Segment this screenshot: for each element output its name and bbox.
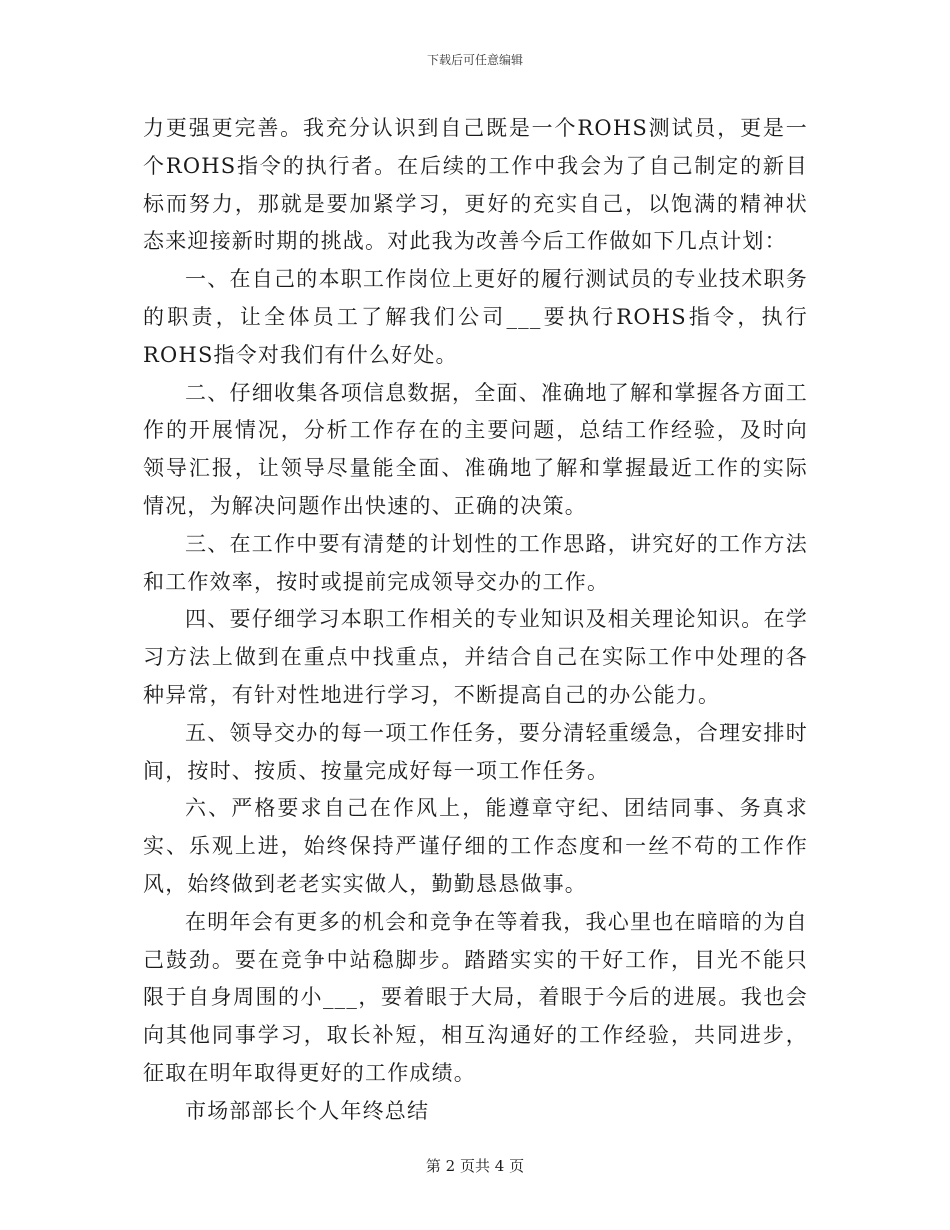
paragraph-plan-2: 二、仔细收集各项信息数据，全面、准确地了解和掌握各方面工作的开展情况，分析工作存在的主要问题，总结工作经验，及时向领导汇报，让领导尽量能全面、准确地了解和掌握最近工作的实际情况，为解决问题作出快速的、正确的决策。: [143, 380, 808, 518]
paragraph-outlook: 在明年会有更多的机会和竞争在等着我，我心里也在暗暗的为自己鼓劲。要在竞争中站稳脚步。踏踏实实的干好工作，目光不能只限于自身周围的小___，要着眼于大局，着眼于今后的进展。我也会向其他同事学习，取长补短，相互沟通好的工作经验，共同进步，征取在明年取得更好的工作成绩。: [143, 909, 808, 1085]
paragraph-plan-6: 六、严格要求自己在作风上，能遵章守纪、团结同事、务真求实、乐观上进，始终保持严谨仔细的工作态度和一丝不苟的工作作风，始终做到老老实实做人，勤勤恳恳做事。: [143, 796, 808, 896]
paragraph-continuation: 力更强更完善。我充分认识到自己既是一个ROHS测试员，更是一个ROHS指令的执行者。在后续的工作中我会为了自己制定的新目标而努力，那就是要加紧学习，更好的充实自己，以饱满的精神状态来迎接新时期的挑战。对此我为改善今后工作做如下几点计划：: [143, 116, 808, 254]
document-body: [143, 110, 808, 1131]
section-title: 市场部部长个人年终总结: [185, 1098, 430, 1123]
paragraph-plan-3: 三、在工作中要有清楚的计划性的工作思路，讲究好的工作方法和工作效率，按时或提前完成领导交办的工作。: [143, 531, 808, 594]
page-header: 下载后可任意编辑: [426, 53, 523, 67]
paragraph-plan-5: 五、领导交办的每一项工作任务，要分清轻重缓急，合理安排时间，按时、按质、按量完成好每一项工作任务。: [143, 720, 808, 783]
page-number: 第 2 页共 4 页: [425, 1157, 525, 1175]
paragraph-plan-4: 四、要仔细学习本职工作相关的专业知识及相关理论知识。在学习方法上做到在重点中找重点，并结合自己在实际工作中处理的各种异常，有针对性地进行学习，不断提高自己的办公能力。: [143, 607, 808, 707]
paragraph-plan-1: 一、在自己的本职工作岗位上更好的履行测试员的专业技术职务的职责，让全体员工了解我们公司___要执行ROHS指令，执行ROHS指令对我们有什么好处。: [143, 267, 808, 367]
